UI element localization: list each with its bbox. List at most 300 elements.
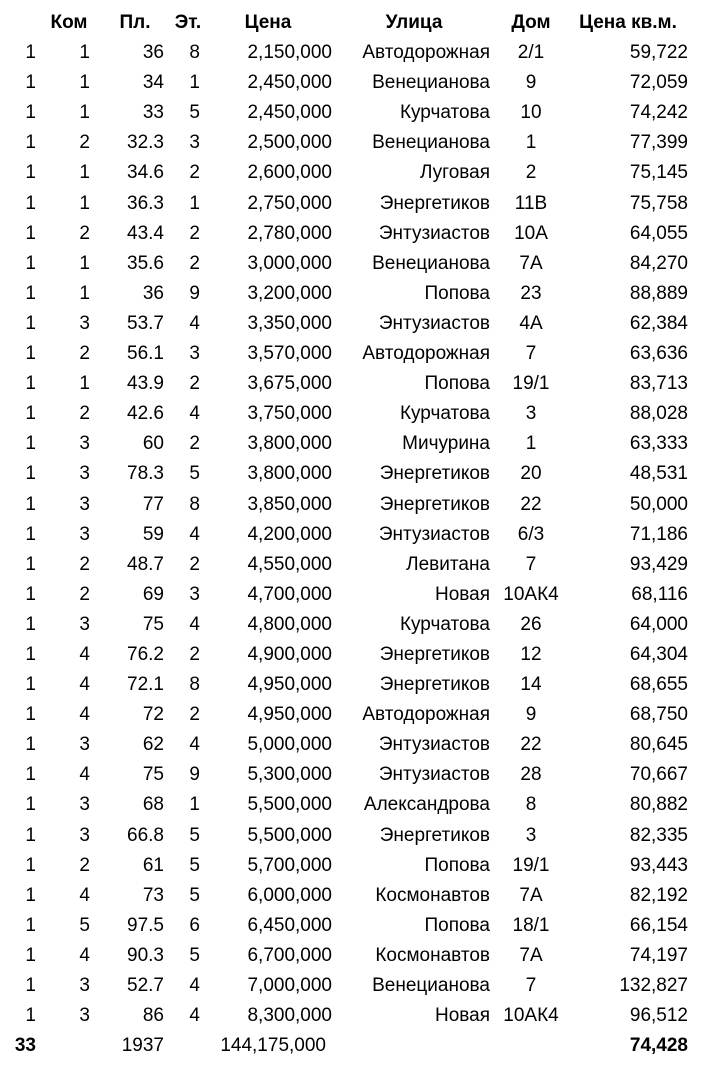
flag-cell: 1	[25, 403, 36, 425]
house-cell: 22	[520, 493, 542, 515]
price-cell: 4,900,000	[247, 643, 332, 665]
area-cell: 42.6	[127, 403, 164, 425]
table-row	[0, 249, 706, 279]
flag-cell: 1	[25, 463, 36, 485]
table-body	[0, 38, 706, 1031]
price-cell: 4,550,000	[247, 553, 332, 575]
floor-cell: 8	[189, 493, 200, 515]
price-cell: 3,800,000	[247, 433, 332, 455]
flag-cell: 1	[25, 764, 36, 786]
floor-cell: 4	[189, 975, 200, 996]
flag-cell: 1	[25, 583, 36, 605]
street-cell: Новая	[434, 583, 490, 605]
area-cell: 90.3	[127, 944, 164, 966]
area-cell: 77	[142, 493, 164, 515]
area-cell: 52.7	[127, 975, 164, 996]
floor-cell: 5	[189, 463, 200, 485]
rooms-cell: 5	[79, 914, 90, 936]
floor-cell: 2	[189, 162, 200, 184]
area-cell: 56.1	[127, 343, 164, 365]
flag-cell: 1	[25, 132, 36, 154]
price-cell: 2,600,000	[247, 162, 332, 184]
table-row	[0, 520, 706, 550]
house-cell: 8	[525, 794, 537, 816]
flag-cell: 1	[25, 252, 36, 274]
street-cell: Энергетиков	[379, 493, 490, 515]
rooms-cell: 1	[79, 282, 90, 304]
house-cell: 23	[520, 282, 542, 304]
table-row	[0, 339, 706, 369]
area-cell: 72.1	[127, 674, 164, 696]
house-cell: 18/1	[512, 914, 550, 936]
street-cell: Курчатова	[399, 102, 490, 124]
table-row	[0, 399, 706, 429]
rooms-cell: 1	[79, 192, 90, 214]
rooms-cell: 3	[79, 1005, 90, 1027]
area-cell: 36	[142, 42, 164, 64]
price-per-sqm-cell: 50,000	[629, 493, 688, 515]
price-per-sqm-cell: 96,512	[629, 1005, 688, 1027]
area-cell: 33	[142, 102, 164, 124]
price-per-sqm-cell: 74,242	[629, 102, 688, 124]
rooms-cell: 3	[79, 794, 90, 816]
price-per-sqm-cell: 59,722	[629, 42, 688, 64]
price-per-sqm-cell: 93,443	[629, 854, 688, 876]
price-per-sqm-cell: 83,713	[629, 373, 688, 395]
area-cell: 36	[142, 282, 164, 304]
house-cell: 3	[525, 403, 537, 425]
rooms-cell: 1	[79, 72, 90, 94]
price-cell: 2,750,000	[247, 192, 332, 214]
table-row	[0, 610, 706, 640]
price-cell: 3,570,000	[247, 343, 332, 365]
price-cell: 5,500,000	[247, 794, 332, 816]
flag-cell: 1	[25, 102, 36, 124]
floor-cell: 4	[189, 523, 200, 545]
floor-cell: 5	[189, 854, 200, 876]
flag-cell: 1	[25, 553, 36, 575]
house-cell: 4А	[519, 312, 543, 334]
floor-cell: 4	[189, 312, 200, 334]
header-street: Улица	[385, 12, 443, 33]
table-row	[0, 971, 706, 1001]
area-cell: 72	[142, 704, 164, 726]
floor-cell: 1	[189, 192, 200, 214]
floor-cell: 2	[189, 553, 200, 575]
street-cell: Курчатова	[399, 403, 490, 425]
rooms-cell: 4	[79, 884, 90, 906]
house-cell: 10АК4	[503, 1005, 559, 1027]
price-cell: 4,950,000	[247, 704, 332, 726]
house-cell: 19/1	[512, 854, 550, 876]
header-price-per-sqm: Цена кв.м.	[579, 12, 677, 33]
flag-cell: 1	[25, 343, 36, 365]
area-cell: 75	[142, 613, 164, 635]
area-cell: 66.8	[127, 824, 164, 846]
street-cell: Попова	[424, 282, 490, 304]
floor-cell: 4	[189, 734, 200, 756]
street-cell: Венецианова	[372, 975, 490, 996]
table-row	[0, 821, 706, 851]
price-cell: 4,800,000	[247, 613, 332, 635]
table-row	[0, 128, 706, 158]
floor-cell: 4	[189, 613, 200, 635]
table-row	[0, 309, 706, 339]
price-cell: 8,300,000	[247, 1005, 332, 1027]
price-cell: 5,000,000	[247, 734, 332, 756]
house-cell: 9	[525, 704, 537, 726]
average-price-per-sqm: 74,428	[629, 1035, 688, 1057]
price-per-sqm-cell: 63,333	[629, 433, 688, 455]
area-cell: 35.6	[127, 252, 164, 274]
street-cell: Энергетиков	[379, 192, 490, 214]
table-row	[0, 941, 706, 971]
floor-cell: 3	[189, 343, 200, 365]
floor-cell: 1	[189, 72, 200, 94]
street-cell: Энтузиастов	[378, 523, 490, 545]
header-house: Дом	[511, 12, 551, 33]
street-cell: Венецианова	[372, 72, 490, 94]
table-row	[0, 700, 706, 730]
floor-cell: 9	[189, 282, 200, 304]
floor-cell: 8	[189, 42, 200, 64]
floor-cell: 2	[189, 704, 200, 726]
house-cell: 3	[525, 824, 537, 846]
street-cell: Автодорожная	[362, 704, 490, 726]
price-cell: 5,700,000	[247, 854, 332, 876]
street-cell: Попова	[424, 373, 490, 395]
rooms-cell: 3	[79, 734, 90, 756]
rooms-cell: 3	[79, 613, 90, 635]
price-per-sqm-cell: 48,531	[629, 463, 688, 485]
table-row	[0, 640, 706, 670]
flag-cell: 1	[25, 192, 36, 214]
table-row	[0, 189, 706, 219]
table-row	[0, 730, 706, 760]
flag-cell: 1	[25, 1005, 36, 1027]
table-row	[0, 580, 706, 610]
price-per-sqm-cell: 70,667	[629, 764, 688, 786]
street-cell: Попова	[424, 914, 490, 936]
header-area: Пл.	[119, 12, 151, 33]
area-cell: 59	[142, 523, 164, 545]
area-cell: 43.9	[127, 373, 164, 395]
street-cell: Левитана	[406, 553, 490, 575]
area-cell: 76.2	[127, 643, 164, 665]
rooms-cell: 3	[79, 824, 90, 846]
price-cell: 6,000,000	[247, 884, 332, 906]
price-cell: 3,800,000	[247, 463, 332, 485]
flag-cell: 1	[25, 674, 36, 696]
rooms-cell: 3	[79, 493, 90, 515]
rooms-cell: 3	[79, 463, 90, 485]
flag-cell: 1	[25, 704, 36, 726]
price-cell: 3,000,000	[247, 252, 332, 274]
price-per-sqm-cell: 82,192	[629, 884, 688, 906]
floor-cell: 6	[189, 914, 200, 936]
house-cell: 19/1	[512, 373, 550, 395]
price-cell: 2,500,000	[247, 132, 332, 154]
table-row	[0, 158, 706, 188]
floor-cell: 5	[189, 824, 200, 846]
rooms-cell: 3	[79, 523, 90, 545]
flag-cell: 1	[25, 914, 36, 936]
house-cell: 14	[520, 674, 542, 696]
street-cell: Попова	[424, 854, 490, 876]
floor-cell: 4	[189, 403, 200, 425]
street-cell: Автодорожная	[362, 42, 490, 64]
price-per-sqm-cell: 64,000	[629, 613, 688, 635]
header-row	[0, 8, 706, 38]
floor-cell: 3	[189, 132, 200, 154]
house-cell: 10	[520, 102, 542, 124]
flag-cell: 1	[25, 72, 36, 94]
street-cell: Луговая	[420, 162, 490, 184]
floor-cell: 2	[189, 643, 200, 665]
rooms-cell: 2	[79, 583, 90, 605]
floor-cell: 9	[189, 764, 200, 786]
area-cell: 69	[142, 583, 164, 605]
house-cell: 1	[525, 433, 537, 455]
floor-cell: 8	[189, 674, 200, 696]
house-cell: 22	[520, 734, 542, 756]
price-per-sqm-cell: 62,384	[629, 312, 688, 334]
area-cell: 61	[142, 854, 164, 876]
area-cell: 78.3	[127, 463, 164, 485]
street-cell: Энергетиков	[379, 674, 490, 696]
street-cell: Энтузиастов	[378, 764, 490, 786]
rooms-cell: 3	[79, 975, 90, 996]
price-cell: 3,200,000	[247, 282, 332, 304]
price-cell: 5,300,000	[247, 764, 332, 786]
floor-cell: 2	[189, 222, 200, 244]
price-cell: 2,450,000	[247, 102, 332, 124]
house-cell: 11В	[514, 192, 548, 214]
price-cell: 6,450,000	[247, 914, 332, 936]
price-per-sqm-cell: 75,145	[629, 162, 688, 184]
table-row	[0, 429, 706, 459]
rooms-cell: 4	[79, 764, 90, 786]
totals-row	[0, 1031, 706, 1061]
price-per-sqm-cell: 68,655	[629, 674, 688, 696]
area-cell: 60	[142, 433, 164, 455]
house-cell: 7А	[519, 884, 543, 906]
price-per-sqm-cell: 88,889	[629, 282, 688, 304]
area-cell: 34	[142, 72, 164, 94]
street-cell: Энергетиков	[379, 643, 490, 665]
street-cell: Энергетиков	[379, 824, 490, 846]
house-cell: 10А	[514, 222, 548, 244]
floor-cell: 4	[189, 1005, 200, 1027]
table-row	[0, 911, 706, 941]
price-per-sqm-cell: 72,059	[629, 72, 688, 94]
floor-cell: 2	[189, 252, 200, 274]
price-per-sqm-cell: 71,186	[629, 523, 688, 545]
floor-cell: 2	[189, 433, 200, 455]
flag-cell: 1	[25, 975, 36, 996]
street-cell: Энтузиастов	[378, 734, 490, 756]
table-row	[0, 670, 706, 700]
house-cell: 28	[520, 764, 542, 786]
area-cell: 86	[142, 1005, 164, 1027]
table-row	[0, 369, 706, 399]
rooms-cell: 1	[79, 373, 90, 395]
flag-cell: 1	[25, 222, 36, 244]
area-cell: 75	[142, 764, 164, 786]
rooms-cell: 2	[79, 854, 90, 876]
rooms-cell: 2	[79, 132, 90, 154]
price-per-sqm-cell: 68,750	[629, 704, 688, 726]
price-per-sqm-cell: 93,429	[629, 553, 688, 575]
price-per-sqm-cell: 80,882	[629, 794, 688, 816]
price-per-sqm-cell: 64,304	[629, 643, 688, 665]
rooms-cell: 2	[79, 222, 90, 244]
rooms-cell: 1	[79, 42, 90, 64]
header-floor: Эт.	[174, 12, 202, 33]
house-cell: 7	[525, 343, 537, 365]
price-cell: 5,500,000	[247, 824, 332, 846]
price-per-sqm-cell: 77,399	[629, 132, 688, 154]
house-cell: 20	[520, 463, 542, 485]
header-rooms: Ком	[50, 12, 88, 33]
table-row	[0, 459, 706, 489]
area-cell: 73	[142, 884, 164, 906]
house-cell: 7	[525, 553, 537, 575]
flag-cell: 1	[25, 433, 36, 455]
flag-cell: 1	[25, 884, 36, 906]
price-cell: 4,700,000	[247, 583, 332, 605]
table-row	[0, 38, 706, 68]
house-cell: 7А	[519, 944, 543, 966]
flag-cell: 1	[25, 373, 36, 395]
flag-cell: 1	[25, 643, 36, 665]
table-row	[0, 790, 706, 820]
flag-cell: 1	[25, 523, 36, 545]
price-per-sqm-cell: 84,270	[629, 252, 688, 274]
rooms-cell: 4	[79, 944, 90, 966]
price-cell: 3,850,000	[247, 493, 332, 515]
house-cell: 26	[520, 613, 542, 635]
area-cell: 53.7	[127, 312, 164, 334]
area-cell: 43.4	[127, 222, 164, 244]
table-row	[0, 490, 706, 520]
price-per-sqm-cell: 88,028	[629, 403, 688, 425]
total-price: 144,175,000	[220, 1035, 326, 1057]
price-per-sqm-cell: 132,827	[619, 975, 688, 996]
price-cell: 3,350,000	[247, 312, 332, 334]
rooms-cell: 2	[79, 403, 90, 425]
table-row	[0, 1001, 706, 1031]
price-per-sqm-cell: 74,197	[629, 944, 688, 966]
price-cell: 3,675,000	[247, 373, 332, 395]
street-cell: Энергетиков	[379, 463, 490, 485]
flag-cell: 1	[25, 824, 36, 846]
flag-cell: 1	[25, 312, 36, 334]
total-area: 1937	[121, 1035, 164, 1057]
price-cell: 6,700,000	[247, 944, 332, 966]
table-row	[0, 68, 706, 98]
rooms-cell: 4	[79, 704, 90, 726]
price-per-sqm-cell: 66,154	[629, 914, 688, 936]
street-cell: Космонавтов	[375, 884, 490, 906]
area-cell: 62	[142, 734, 164, 756]
table-row	[0, 760, 706, 790]
price-per-sqm-cell: 80,645	[629, 734, 688, 756]
price-cell: 7,000,000	[247, 975, 332, 996]
area-cell: 97.5	[127, 914, 164, 936]
price-cell: 2,150,000	[247, 42, 332, 64]
table-row	[0, 219, 706, 249]
street-cell: Автодорожная	[362, 343, 490, 365]
house-cell: 1	[525, 132, 537, 154]
rooms-cell: 3	[79, 433, 90, 455]
rooms-cell: 1	[79, 102, 90, 124]
flag-cell: 1	[25, 162, 36, 184]
price-per-sqm-cell: 75,758	[629, 192, 688, 214]
house-cell: 9	[525, 72, 537, 94]
house-cell: 10АК4	[503, 583, 559, 605]
flag-cell: 1	[25, 854, 36, 876]
price-cell: 2,450,000	[247, 72, 332, 94]
header-price: Цена	[244, 12, 292, 33]
total-count: 33	[14, 1035, 36, 1057]
table-row	[0, 851, 706, 881]
floor-cell: 3	[189, 583, 200, 605]
house-cell: 2/1	[517, 42, 545, 64]
rooms-cell: 3	[79, 312, 90, 334]
area-cell: 68	[142, 794, 164, 816]
flag-cell: 1	[25, 42, 36, 64]
table-row	[0, 881, 706, 911]
rooms-cell: 4	[79, 643, 90, 665]
flag-cell: 1	[25, 734, 36, 756]
rooms-cell: 4	[79, 674, 90, 696]
street-cell: Венецианова	[372, 132, 490, 154]
street-cell: Новая	[434, 1005, 490, 1027]
house-cell: 6/3	[517, 523, 545, 545]
street-cell: Космонавтов	[375, 944, 490, 966]
rooms-cell: 1	[79, 162, 90, 184]
flag-cell: 1	[25, 794, 36, 816]
price-cell: 4,200,000	[247, 523, 332, 545]
house-cell: 7А	[519, 252, 543, 274]
area-cell: 34.6	[127, 162, 164, 184]
price-cell: 2,780,000	[247, 222, 332, 244]
listings-table	[0, 8, 706, 1061]
floor-cell: 2	[189, 373, 200, 395]
table-row	[0, 98, 706, 128]
floor-cell: 5	[189, 944, 200, 966]
table-row	[0, 550, 706, 580]
table-row	[0, 279, 706, 309]
street-cell: Александрова	[363, 794, 490, 816]
floor-cell: 5	[189, 102, 200, 124]
rooms-cell: 2	[79, 343, 90, 365]
house-cell: 7	[525, 975, 537, 996]
street-cell: Венецианова	[372, 252, 490, 274]
price-cell: 4,950,000	[247, 674, 332, 696]
rooms-cell: 2	[79, 553, 90, 575]
price-per-sqm-cell: 82,335	[629, 824, 688, 846]
price-cell: 3,750,000	[247, 403, 332, 425]
street-cell: Курчатова	[399, 613, 490, 635]
flag-cell: 1	[25, 282, 36, 304]
street-cell: Энтузиастов	[378, 312, 490, 334]
flag-cell: 1	[25, 613, 36, 635]
floor-cell: 5	[189, 884, 200, 906]
flag-cell: 1	[25, 493, 36, 515]
price-per-sqm-cell: 68,116	[631, 583, 688, 605]
